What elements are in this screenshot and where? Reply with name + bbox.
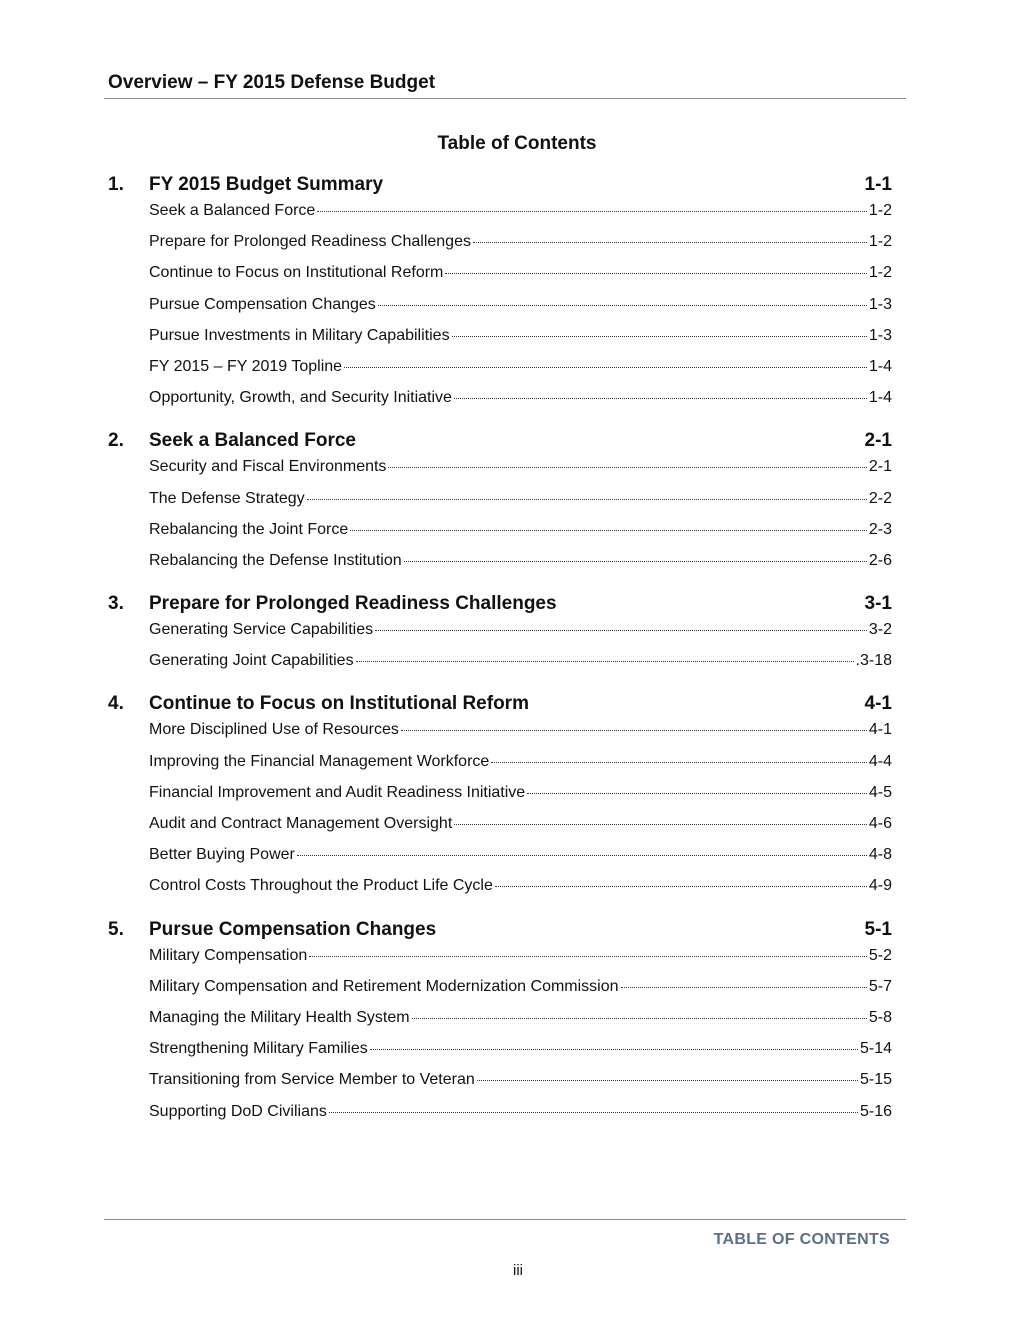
- dot-leader: [621, 987, 867, 988]
- chapter-number: 3.: [108, 593, 124, 615]
- chapter-page: 4-1: [864, 693, 892, 715]
- toc-entry-title: Military Compensation: [149, 946, 308, 964]
- dot-leader: [477, 1080, 858, 1081]
- toc-entry-title: Seek a Balanced Force: [149, 202, 316, 219]
- footer-section-label: TABLE OF CONTENTS: [713, 1231, 890, 1248]
- toc-entry-page: 2-1: [868, 458, 892, 476]
- toc-entry-title: Military Compensation and Retirement Modernization Commission: [149, 977, 619, 995]
- dot-leader: [473, 242, 867, 243]
- toc-entry[interactable]: [149, 978, 892, 1009]
- table-of-contents: [108, 174, 892, 1144]
- toc-title: Table of Contents: [437, 133, 597, 154]
- dot-leader: [375, 630, 867, 631]
- toc-entry-page: 2-6: [868, 551, 892, 569]
- toc-entry-page: 4-8: [868, 846, 892, 864]
- toc-entry-title: The Defense Strategy: [149, 489, 305, 507]
- dot-leader: [452, 336, 867, 337]
- toc-entry[interactable]: [149, 521, 892, 552]
- toc-entry[interactable]: [149, 652, 892, 683]
- toc-entry-page: 1-2: [868, 233, 892, 251]
- footer-divider: [104, 1219, 906, 1220]
- chapter-title: Prepare for Prolonged Readiness Challenges: [149, 593, 557, 615]
- dot-leader: [317, 211, 867, 212]
- toc-chapter-heading[interactable]: [108, 174, 892, 202]
- toc-entry-page: 4-4: [868, 752, 892, 770]
- toc-chapter: [108, 174, 892, 420]
- dot-leader: [454, 398, 867, 399]
- chapter-title: Continue to Focus on Institutional Reform: [149, 693, 529, 715]
- toc-entry[interactable]: [149, 1103, 892, 1134]
- toc-entry[interactable]: [149, 327, 892, 358]
- chapter-title: FY 2015 Budget Summary: [149, 174, 384, 195]
- chapter-number: 2.: [108, 430, 124, 452]
- header-divider: [104, 98, 906, 99]
- toc-entry[interactable]: [149, 721, 892, 752]
- toc-entry-page: 4-9: [868, 877, 892, 895]
- toc-entry[interactable]: [149, 202, 892, 233]
- toc-entry-page: 5-15: [859, 1071, 892, 1089]
- toc-entry[interactable]: [149, 846, 892, 877]
- toc-entry-title: More Disciplined Use of Resources: [149, 721, 399, 739]
- dot-leader: [356, 661, 854, 662]
- toc-entry-page: 4-6: [868, 815, 892, 832]
- toc-entry[interactable]: [149, 1071, 892, 1102]
- dot-leader: [527, 793, 867, 794]
- toc-entry-title: Audit and Contract Management Oversight: [149, 815, 453, 832]
- dot-leader: [491, 762, 867, 763]
- toc-entry[interactable]: [149, 490, 892, 521]
- toc-entry-title: Better Buying Power: [149, 846, 295, 864]
- toc-entry-title: Strengthening Military Families: [149, 1040, 368, 1058]
- chapter-number: 4.: [108, 693, 124, 715]
- toc-entry[interactable]: [149, 1040, 892, 1071]
- toc-entry-page: .3-18: [855, 652, 892, 670]
- toc-entry[interactable]: [149, 947, 892, 978]
- toc-entry-title: Opportunity, Growth, and Security Initiative: [149, 389, 452, 407]
- toc-entry[interactable]: [149, 1009, 892, 1040]
- toc-entry-title: Security and Fiscal Environments: [149, 458, 387, 476]
- dot-leader: [329, 1112, 858, 1113]
- toc-entry[interactable]: [149, 233, 892, 264]
- toc-chapter: [108, 919, 892, 1134]
- toc-chapter-heading[interactable]: [108, 593, 892, 621]
- toc-entry-page: 5-2: [868, 946, 892, 964]
- chapter-page: 1-1: [864, 174, 892, 195]
- toc-entry-title: Improving the Financial Management Workforce: [149, 752, 490, 770]
- toc-chapter-heading[interactable]: [108, 919, 892, 947]
- toc-entry-title: Supporting DoD Civilians: [149, 1102, 327, 1120]
- dot-leader: [350, 530, 867, 531]
- toc-entry-page: 2-2: [868, 489, 892, 507]
- toc-entry[interactable]: [149, 815, 892, 846]
- chapter-number: 1.: [108, 174, 124, 195]
- toc-entry-page: 2-3: [868, 520, 892, 538]
- toc-entry[interactable]: [149, 458, 892, 489]
- toc-entry-title: Pursue Compensation Changes: [149, 295, 376, 313]
- toc-entry-page: 5-7: [868, 977, 892, 995]
- toc-entry-page: 3-2: [868, 621, 892, 639]
- toc-chapter: [108, 593, 892, 683]
- dot-leader: [344, 367, 867, 368]
- toc-chapter-heading[interactable]: [108, 430, 892, 458]
- toc-entry-page: 5-14: [859, 1040, 892, 1058]
- running-header-title: Overview – FY 2015 Defense Budget: [108, 72, 436, 93]
- toc-entry-page: 5-8: [868, 1008, 892, 1026]
- dot-leader: [412, 1018, 867, 1019]
- toc-entry-page: 4-5: [868, 783, 892, 801]
- toc-entry-title: Prepare for Prolonged Readiness Challenges: [149, 233, 471, 251]
- page-number: iii: [513, 1262, 523, 1279]
- toc-entry[interactable]: [149, 296, 892, 327]
- toc-entry-title: FY 2015 – FY 2019 Topline: [149, 357, 343, 375]
- toc-entry[interactable]: [149, 389, 892, 420]
- dot-leader: [445, 273, 867, 274]
- dot-leader: [307, 499, 867, 500]
- toc-entry-title: Continue to Focus on Institutional Reform: [149, 264, 444, 282]
- chapter-page: 5-1: [864, 918, 892, 940]
- toc-entry-title: Transitioning from Service Member to Veteran: [149, 1071, 475, 1089]
- toc-chapter: [108, 693, 892, 908]
- toc-chapter-heading[interactable]: [108, 693, 892, 721]
- toc-entry-title: Managing the Military Health System: [149, 1008, 410, 1026]
- dot-leader: [401, 730, 867, 731]
- chapter-title: Pursue Compensation Changes: [149, 918, 437, 940]
- toc-entry-title: Pursue Investments in Military Capabilities: [149, 326, 450, 344]
- chapter-page: 3-1: [864, 593, 892, 615]
- toc-entry-title: Generating Joint Capabilities: [149, 652, 354, 670]
- dot-leader: [495, 886, 867, 887]
- toc-entry[interactable]: [149, 784, 892, 815]
- dot-leader: [378, 305, 867, 306]
- toc-entry-title: Control Costs Throughout the Product Life Cycle: [149, 877, 493, 895]
- dot-leader: [404, 561, 867, 562]
- toc-entry[interactable]: [149, 753, 892, 784]
- toc-entry-title: Rebalancing the Defense Institution: [149, 551, 402, 569]
- toc-entry-page: 1-2: [868, 264, 892, 282]
- toc-entry[interactable]: [149, 621, 892, 652]
- toc-entry-title: Generating Service Capabilities: [149, 621, 374, 639]
- toc-entry[interactable]: [149, 552, 892, 583]
- dot-leader: [370, 1049, 858, 1050]
- toc-entry-page: 1-2: [868, 202, 892, 219]
- toc-entry[interactable]: [149, 877, 892, 908]
- toc-entry[interactable]: [149, 264, 892, 295]
- dot-leader: [309, 956, 867, 957]
- toc-entry-page: 5-16: [859, 1102, 892, 1120]
- toc-entry-title: Rebalancing the Joint Force: [149, 520, 349, 538]
- toc-entry-title: Financial Improvement and Audit Readiness Initiative: [149, 783, 526, 801]
- dot-leader: [388, 467, 866, 468]
- dot-leader: [297, 855, 867, 856]
- toc-entry-page: 1-3: [868, 295, 892, 313]
- toc-chapter: [108, 430, 892, 583]
- toc-entry-page: 1-4: [868, 389, 892, 407]
- dot-leader: [454, 824, 867, 825]
- toc-entry[interactable]: [149, 358, 892, 389]
- toc-entry-page: 1-3: [868, 326, 892, 344]
- chapter-title: Seek a Balanced Force: [149, 430, 356, 452]
- chapter-number: 5.: [108, 918, 124, 940]
- chapter-page: 2-1: [864, 430, 892, 452]
- toc-entry-page: 1-4: [868, 357, 892, 375]
- toc-entry-page: 4-1: [868, 721, 892, 739]
